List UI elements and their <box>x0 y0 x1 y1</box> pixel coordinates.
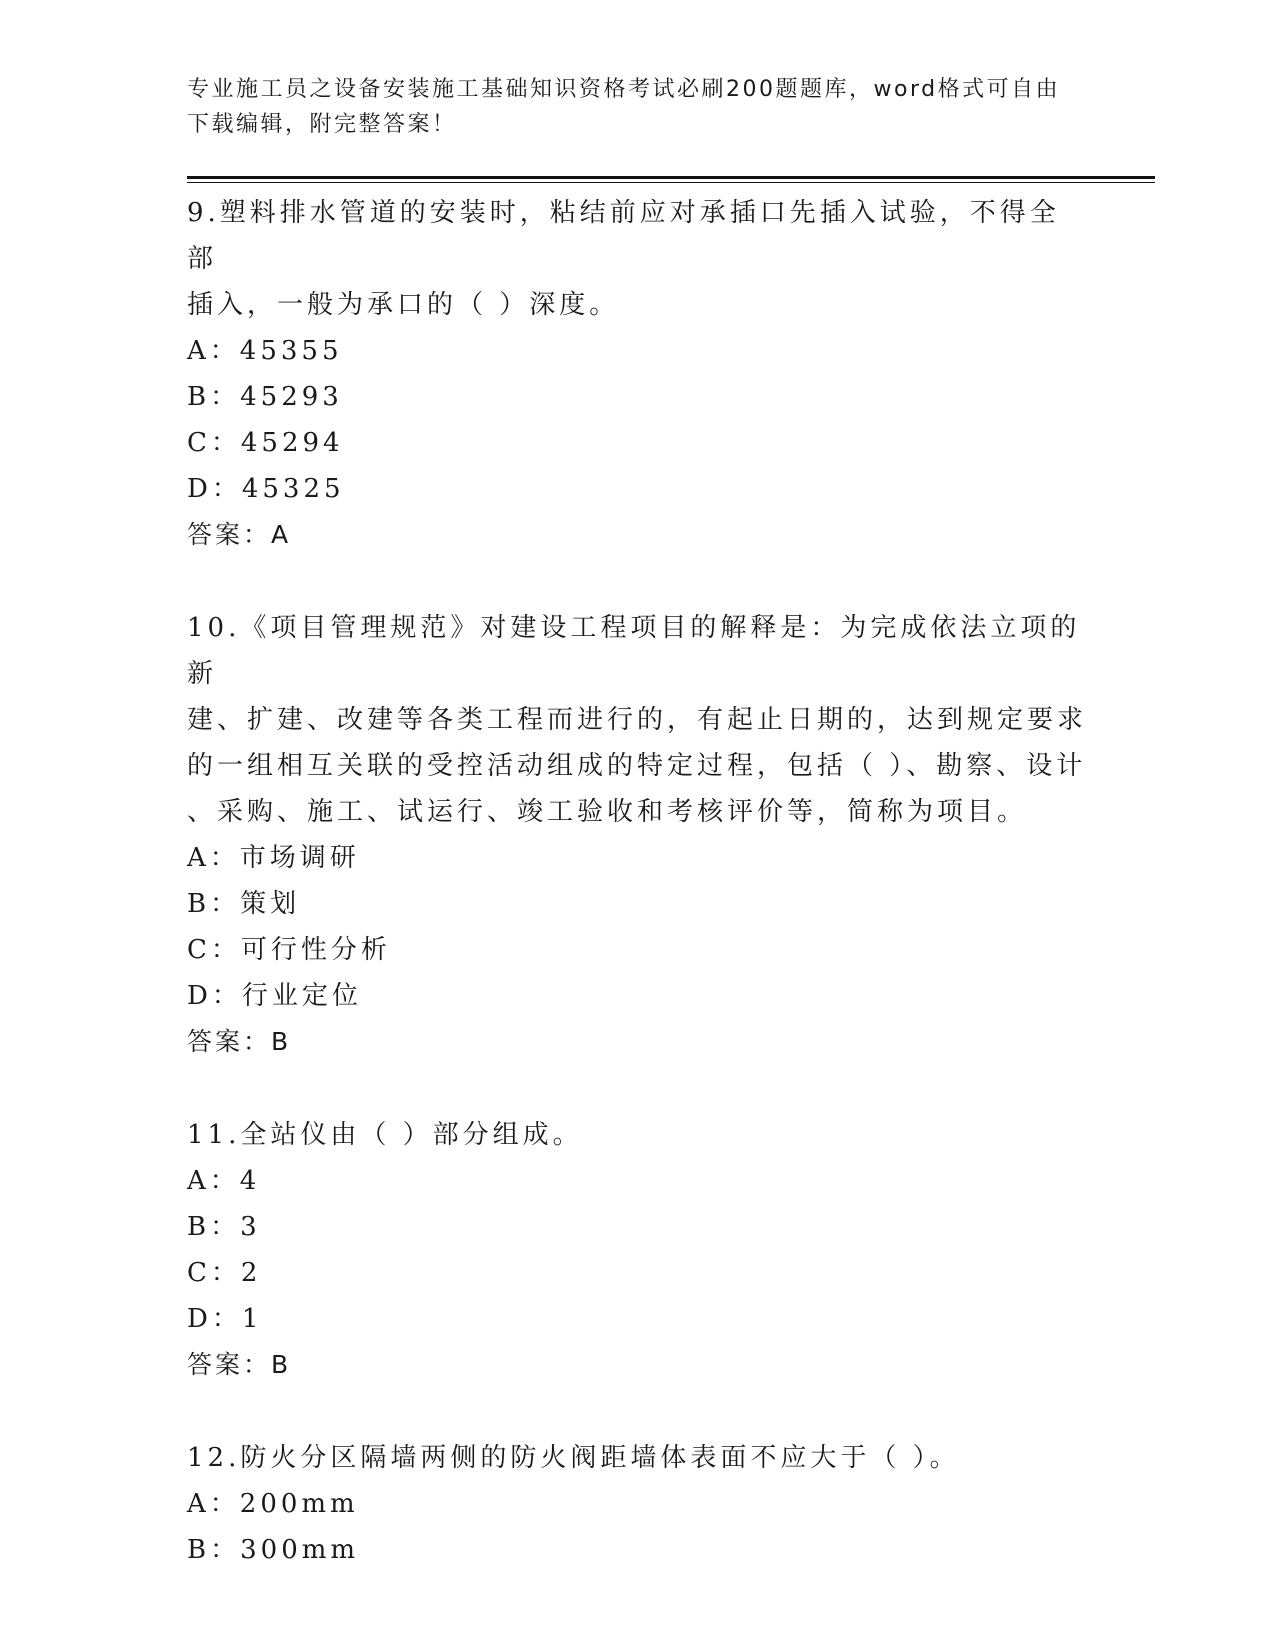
option-c: C：可行性分析 <box>187 935 391 965</box>
option-a: A：200mm <box>187 1489 359 1519</box>
question-block <box>187 1433 1087 1573</box>
header-divider-thin <box>187 182 1155 183</box>
header-line-1: 专业施工员之设备安装施工基础知识资格考试必刷200题题库，word格式可自由 <box>187 77 1061 102</box>
answer: 答案：B <box>187 1350 292 1379</box>
option-b: B：300mm <box>187 1535 360 1565</box>
question-text <box>187 603 1087 835</box>
option-d: D：行业定位 <box>187 981 362 1011</box>
option-a: A：4 <box>187 1166 261 1196</box>
option-b: B：3 <box>187 1212 261 1242</box>
answer: 答案：B <box>187 1027 292 1056</box>
question-line: 的一组相互关联的受控活动组成的特定过程，包括（ ）、勘察、设计 <box>187 751 1087 781</box>
option-d: D：45325 <box>187 474 345 504</box>
option-b: B：45293 <box>187 382 343 412</box>
option-a: A：45355 <box>187 336 343 366</box>
question-list <box>187 188 1087 1573</box>
question-text <box>187 188 1087 328</box>
header-divider-thick <box>187 176 1155 179</box>
question-line: 建、扩建、改建等各类工程而进行的，有起止日期的，达到规定要求 <box>187 705 1088 735</box>
option-b: B：策划 <box>187 889 301 919</box>
question-line: 10.《项目管理规范》对建设工程项目的解释是：为完成依法立项的新 <box>187 613 1081 689</box>
option-d: D：1 <box>187 1304 263 1334</box>
question-line: 插入，一般为承口的（ ）深度。 <box>187 290 620 320</box>
question-line: 、采购、施工、试运行、竣工验收和考核评价等，简称为项目。 <box>187 797 1028 827</box>
option-a: A：市场调研 <box>187 843 360 873</box>
header-line-2: 下载编辑，附完整答案！ <box>187 112 457 137</box>
question-block <box>187 603 1087 1065</box>
answer: 答案：A <box>187 520 292 549</box>
question-block <box>187 1110 1087 1388</box>
question-line: 11.全站仪由（ ）部分组成。 <box>187 1120 583 1150</box>
option-c: C：45294 <box>187 428 344 458</box>
question-text <box>187 1433 1087 1481</box>
question-block <box>187 188 1087 558</box>
question-line: 12.防火分区隔墙两侧的防火阀距墙体表面不应大于（ ）。 <box>187 1443 960 1473</box>
question-line: 9.塑料排水管道的安装时，粘结前应对承插口先插入试验，不得全部 <box>187 198 1060 274</box>
option-c: C：2 <box>187 1258 262 1288</box>
document-header <box>187 72 1067 142</box>
question-text <box>187 1110 1087 1158</box>
